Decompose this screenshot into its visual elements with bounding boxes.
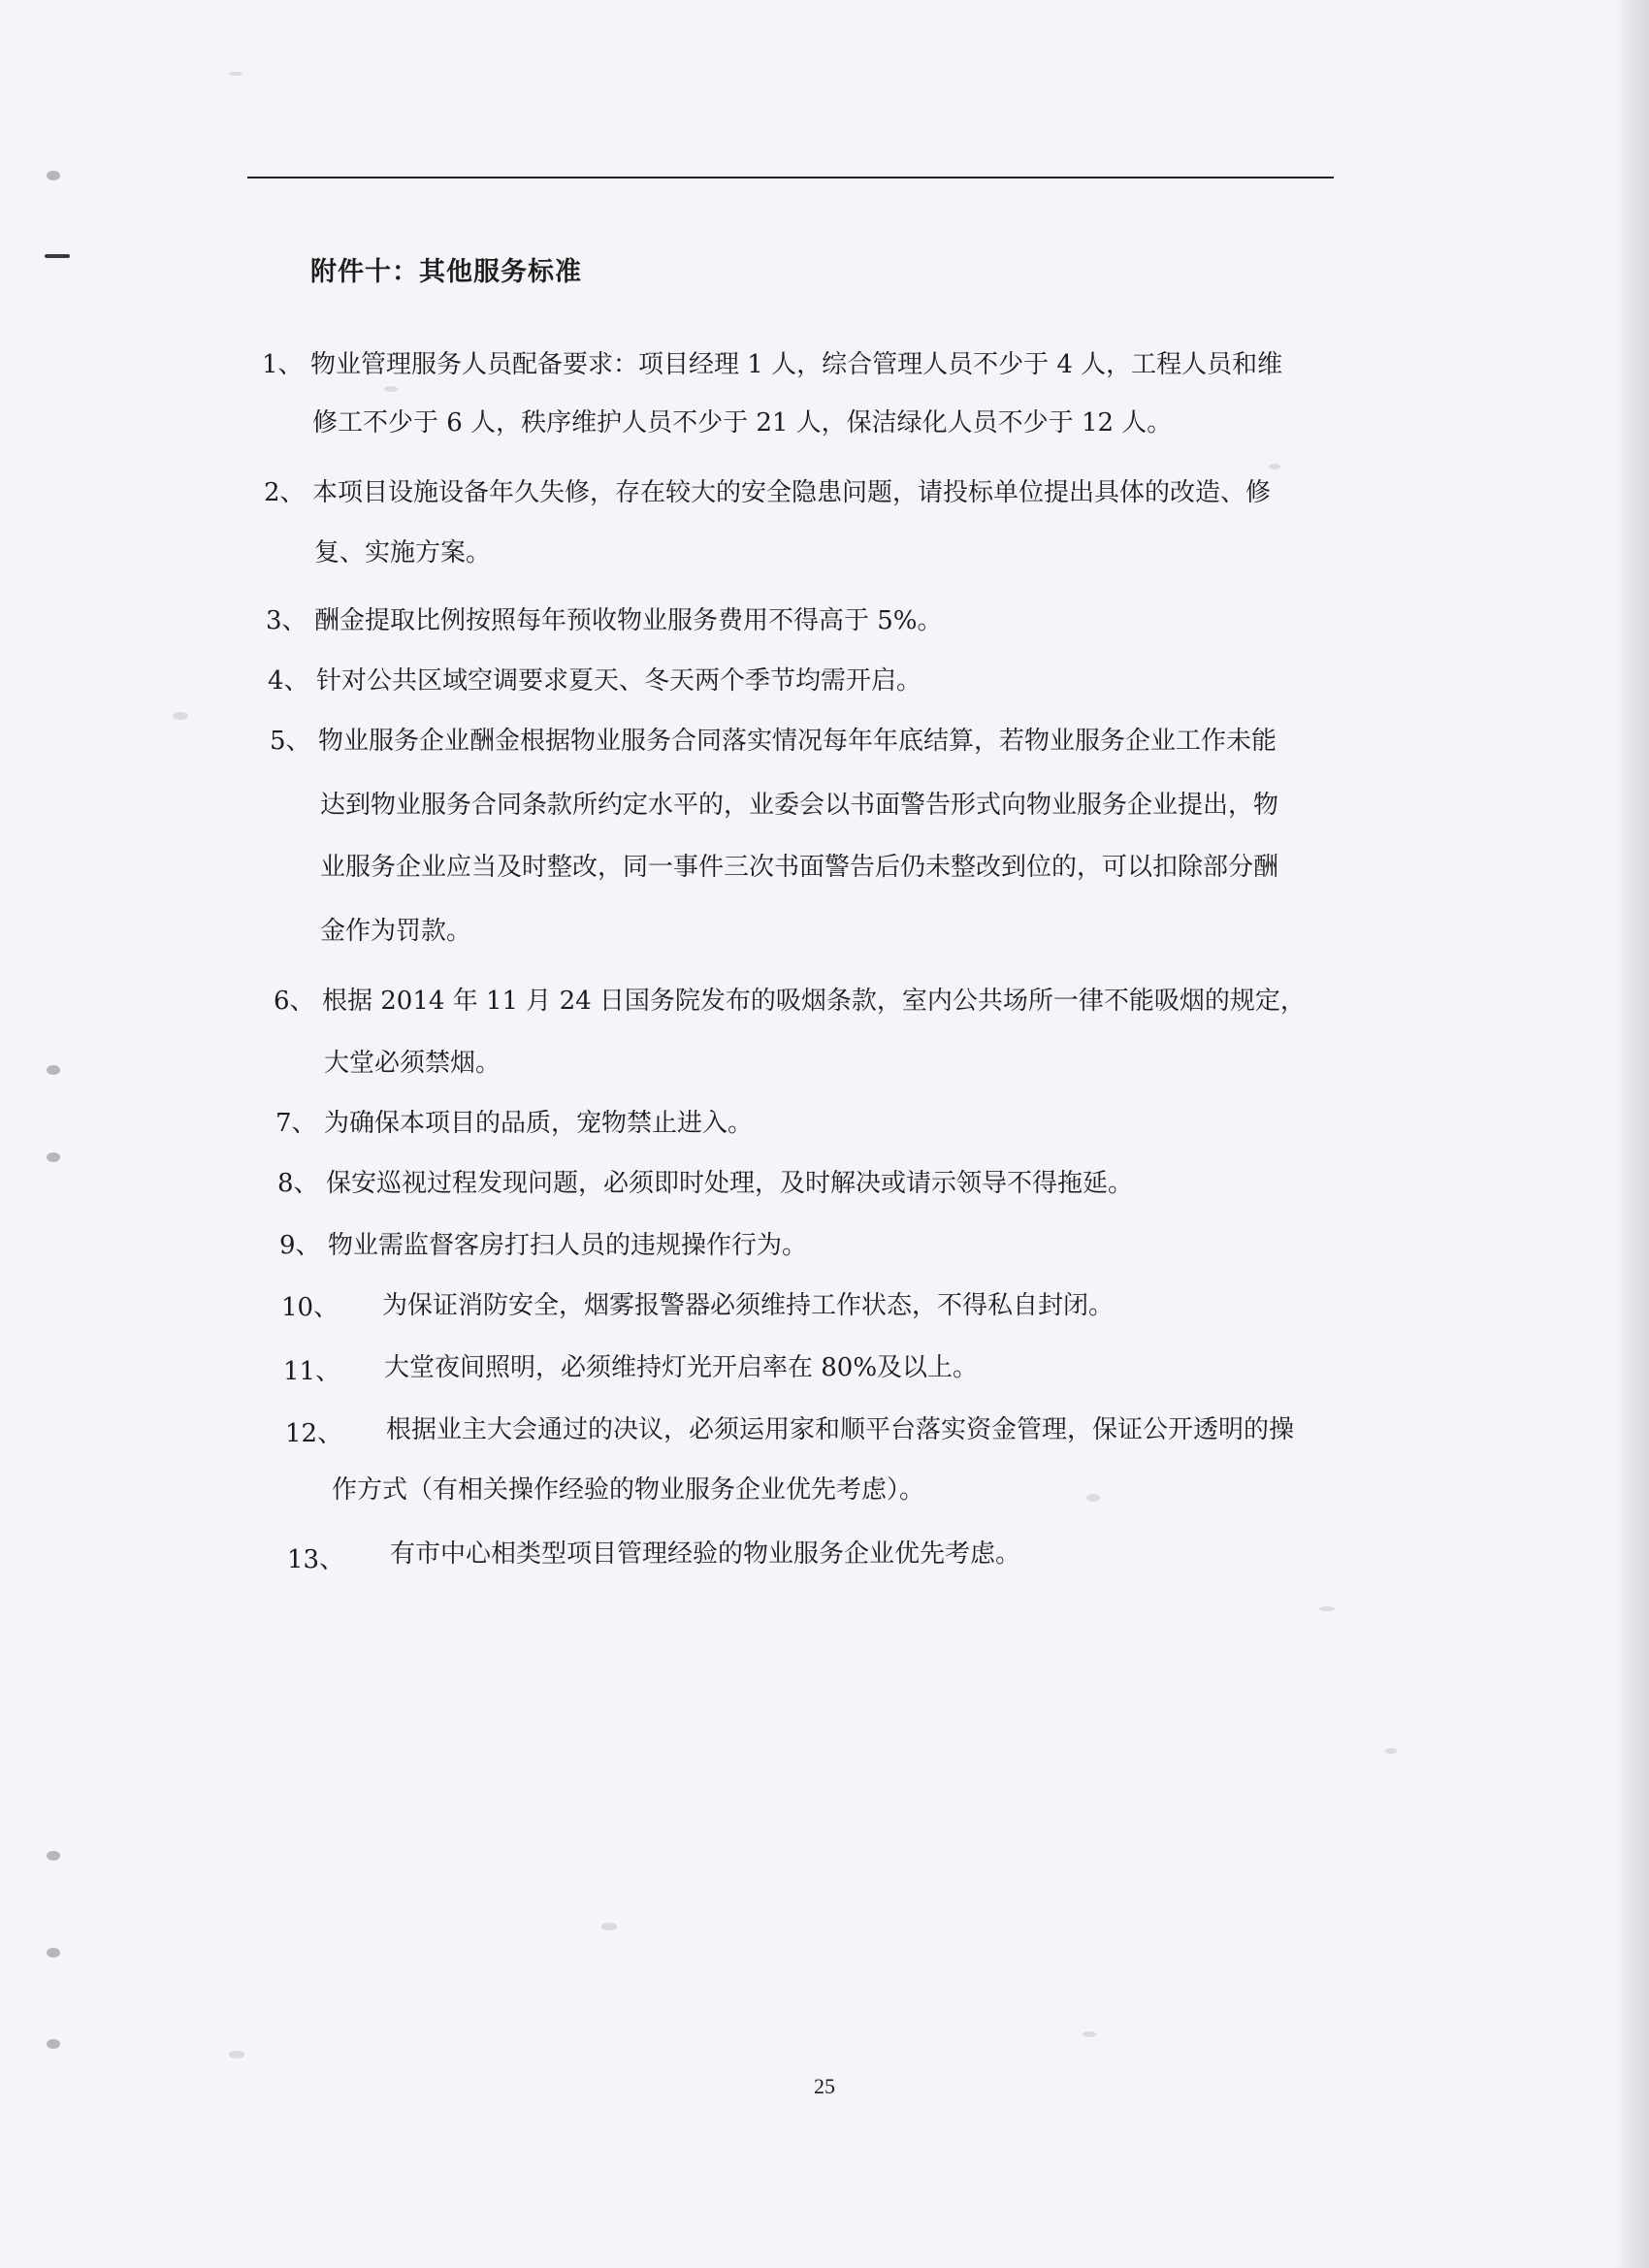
item-number: 7、 <box>275 1109 317 1138</box>
scan-speck <box>1086 1494 1100 1502</box>
item-number: 4、 <box>268 666 309 696</box>
item-line: 为保证消防安全，烟雾报警器必须维持工作状态，不得私自封闭。 <box>382 1291 1115 1320</box>
page-title: 附件十：其他服务标准 <box>310 257 582 287</box>
binder-hole <box>47 1948 60 1958</box>
item-number: 9、 <box>279 1231 321 1260</box>
item-number: 1、 <box>262 350 304 379</box>
item-number: 3、 <box>266 606 307 635</box>
binder-hole <box>47 1152 60 1162</box>
binder-mark <box>45 254 70 258</box>
item-line: 达到物业服务合同条款所约定水平的，业委会以书面警告形式向物业服务企业提出，物 <box>320 791 1279 820</box>
scan-speck <box>1319 1606 1335 1611</box>
item-line: 大堂必须禁烟。 <box>324 1049 501 1078</box>
binder-hole <box>47 1851 60 1861</box>
header-rule <box>247 177 1334 178</box>
item-line: 金作为罚款。 <box>320 917 472 946</box>
scan-speck <box>1385 1748 1397 1754</box>
item-line: 物业需监督客房打扫人员的违规操作行为。 <box>328 1231 808 1260</box>
item-line: 物业管理服务人员配备要求：项目经理 1 人，综合管理人员不少于 4 人，工程人员和维 <box>310 350 1283 379</box>
item-number: 10、 <box>281 1293 340 1322</box>
item-line: 针对公共区域空调要求夏天、冬天两个季节均需开启。 <box>316 666 922 696</box>
scan-speck <box>601 1923 617 1930</box>
scan-speck <box>229 72 242 76</box>
item-number: 12、 <box>285 1419 343 1448</box>
scan-speck <box>1083 2031 1096 2037</box>
item-number: 6、 <box>274 987 315 1016</box>
item-number: 2、 <box>264 478 306 507</box>
page-number: 25 <box>814 2074 835 2098</box>
item-line: 作方式（有相关操作经验的物业服务企业优先考虑）。 <box>332 1475 925 1505</box>
page-edge-shadow <box>1614 0 1649 2268</box>
binder-hole <box>47 171 60 180</box>
item-line: 根据 2014 年 11 月 24 日国务院发布的吸烟条款，室内公共场所一律不能吸烟的规定， <box>322 987 1306 1016</box>
scan-speck <box>229 2051 244 2058</box>
binder-hole <box>47 1065 60 1075</box>
item-line: 业服务企业应当及时整改，同一事件三次书面警告后仍未整改到位的，可以扣除部分酬 <box>320 853 1279 882</box>
item-line: 根据业主大会通过的决议，必须运用家和顺平台落实资金管理，保证公开透明的操 <box>386 1415 1295 1444</box>
item-line: 为确保本项目的品质，宠物禁止进入。 <box>324 1109 754 1138</box>
item-number: 5、 <box>270 727 311 756</box>
item-line: 酬金提取比例按照每年预收物业服务费用不得高于 5%。 <box>314 606 943 635</box>
item-line: 本项目设施设备年久失修，存在较大的安全隐患问题，请投标单位提出具体的改造、修 <box>312 478 1272 507</box>
item-line: 保安巡视过程发现问题，必须即时处理，及时解决或请示领导不得拖延。 <box>326 1169 1134 1198</box>
item-line: 大堂夜间照明，必须维持灯光开启率在 80%及以上。 <box>384 1353 979 1382</box>
item-number: 13、 <box>287 1545 345 1574</box>
item-number: 8、 <box>277 1169 319 1198</box>
item-line: 物业服务企业酬金根据物业服务合同落实情况每年年底结算，若物业服务企业工作未能 <box>318 727 1277 756</box>
binder-hole <box>47 2039 60 2049</box>
item-line: 复、实施方案。 <box>314 538 492 567</box>
item-number: 11、 <box>283 1357 341 1386</box>
item-line: 有市中心相类型项目管理经验的物业服务企业优先考虑。 <box>390 1539 1021 1569</box>
scan-speck <box>173 712 188 720</box>
item-line: 修工不少于 6 人，秩序维护人员不少于 21 人，保洁绿化人员不少于 12 人。 <box>312 408 1173 437</box>
